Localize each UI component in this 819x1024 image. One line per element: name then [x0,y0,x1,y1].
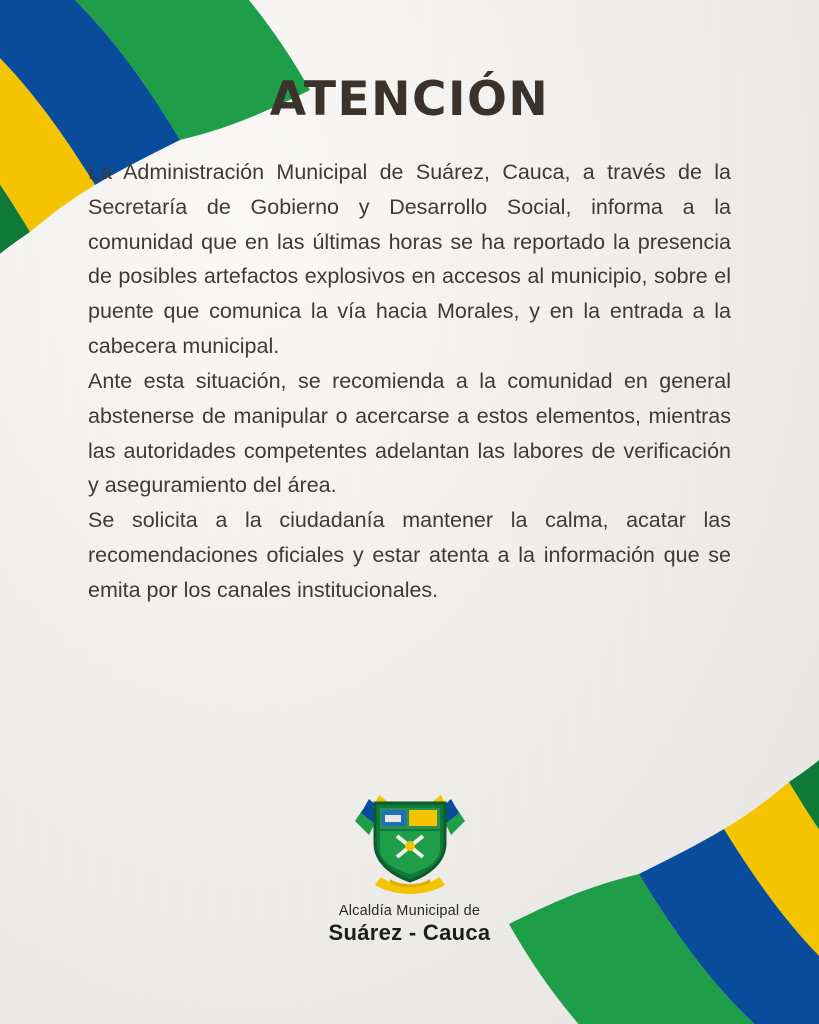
paragraph-3: Se solicita a la ciudadanía mantener la calma, acatar las recomendaciones oficiales y estar atenta a la información que se emita por los canales institucionales. [88,508,731,602]
coat-of-arms-icon [335,779,485,897]
announcement-body [88,155,731,608]
paragraph-2: Ante esta situación, se recomienda a la comunidad en general abstenerse de manipular o acercarse a estos elementos, mientras las autoridades competentes adelantan las labores de verificación y aseguramiento del área. [88,368,731,498]
page-title: ATENCIÓN [269,72,550,127]
brand-line-primary: Alcaldía Municipal de [338,903,481,919]
brand-line-secondary: Suárez - Cauca [328,920,491,945]
paragraph-1: La Administración Municipal de Suárez, Cauca, a través de la Secretaría de Gobierno y Desarrollo Social, informa a la comunidad que en las últimas horas se ha reportado la presencia de posibles artefactos explosivos en accesos al municipio, sobre el puente que comunica la vía hacia Morales, y en la entrada a la cabecera municipal. [88,160,731,359]
institutional-signature [0,779,819,946]
